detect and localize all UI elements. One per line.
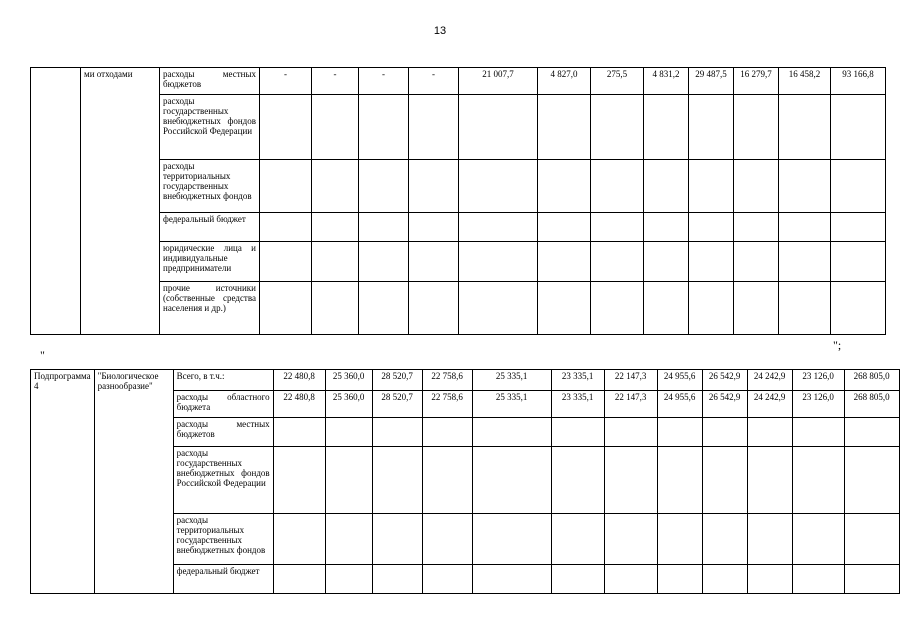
value-cell	[644, 160, 689, 213]
value-cell	[792, 418, 844, 447]
table-row	[31, 68, 886, 95]
value-cell	[273, 418, 325, 447]
value-cell	[422, 565, 472, 594]
table-row	[31, 95, 886, 160]
funding-source-label: расходы местных бюджетов	[160, 68, 260, 95]
value-cell	[779, 95, 831, 160]
funding-source-label: расходы территориальных государственных внебюджетных фондов	[160, 160, 260, 213]
value-cell	[734, 160, 779, 213]
funding-source-label: Всего, в т.ч.:	[173, 370, 273, 391]
value-cell	[747, 514, 792, 565]
value-cell	[604, 514, 657, 565]
value-cell	[734, 242, 779, 282]
value-cell	[734, 213, 779, 242]
value-cell	[644, 213, 689, 242]
program-code-cell	[31, 68, 81, 335]
value-cell	[325, 418, 372, 447]
value-cell	[551, 447, 604, 514]
funding-source-label: прочие источники (собственные средства населения и др.)	[160, 282, 260, 335]
value-cell	[459, 282, 538, 335]
value-cell	[689, 213, 734, 242]
value-cell	[779, 213, 831, 242]
value-cell	[689, 160, 734, 213]
value-cell	[372, 565, 422, 594]
value-cell	[459, 213, 538, 242]
value-cell	[844, 565, 899, 594]
funding-source-label: юридические лица и индивидуальные предприниматели	[160, 242, 260, 282]
value-cell: 26 542,9	[702, 370, 747, 391]
value-cell	[644, 242, 689, 282]
value-cell	[779, 282, 831, 335]
value-cell: 22 147,3	[604, 370, 657, 391]
value-cell	[472, 514, 551, 565]
value-cell	[591, 95, 644, 160]
value-cell	[591, 282, 644, 335]
value-cell	[551, 514, 604, 565]
value-cell: 25 360,0	[325, 391, 372, 418]
value-cell	[792, 514, 844, 565]
value-cell: 22 480,8	[273, 391, 325, 418]
value-cell	[372, 418, 422, 447]
value-cell	[747, 565, 792, 594]
value-cell	[472, 565, 551, 594]
subprogram-4-table	[30, 369, 900, 594]
value-cell	[734, 282, 779, 335]
value-cell	[604, 447, 657, 514]
value-cell	[831, 242, 886, 282]
value-cell: -	[312, 68, 359, 95]
closing-quote: ";	[833, 338, 842, 352]
value-cell: 25 335,1	[472, 370, 551, 391]
value-cell	[604, 565, 657, 594]
program-name-cell: ми отходами	[81, 68, 160, 335]
program-code-cell: Подпрограмма 4	[31, 370, 95, 594]
value-cell: 4 831,2	[644, 68, 689, 95]
value-cell	[409, 242, 459, 282]
value-cell	[551, 565, 604, 594]
value-cell	[644, 282, 689, 335]
value-cell	[591, 242, 644, 282]
value-cell	[273, 565, 325, 594]
value-cell	[844, 418, 899, 447]
value-cell	[273, 447, 325, 514]
value-cell	[702, 514, 747, 565]
value-cell: 28 520,7	[372, 370, 422, 391]
value-cell	[459, 160, 538, 213]
value-cell: 26 542,9	[702, 391, 747, 418]
value-cell: 22 758,6	[422, 370, 472, 391]
value-cell: 24 242,9	[747, 391, 792, 418]
value-cell: 21 007,7	[459, 68, 538, 95]
value-cell: 16 279,7	[734, 68, 779, 95]
value-cell: 23 126,0	[792, 391, 844, 418]
value-cell	[409, 282, 459, 335]
value-cell	[538, 213, 591, 242]
value-cell	[844, 514, 899, 565]
value-cell	[831, 282, 886, 335]
value-cell	[260, 213, 312, 242]
value-cell: -	[359, 68, 409, 95]
value-cell	[409, 160, 459, 213]
value-cell: 22 147,3	[604, 391, 657, 418]
value-cell	[372, 447, 422, 514]
value-cell: 16 458,2	[779, 68, 831, 95]
funding-source-label: расходы областного бюджета	[173, 391, 273, 418]
value-cell: 28 520,7	[372, 391, 422, 418]
value-cell	[372, 514, 422, 565]
value-cell	[459, 95, 538, 160]
value-cell	[359, 95, 409, 160]
value-cell	[644, 95, 689, 160]
value-cell	[359, 282, 409, 335]
value-cell	[325, 514, 372, 565]
funding-source-label: расходы местных бюджетов	[173, 418, 273, 447]
value-cell: 268 805,0	[844, 391, 899, 418]
value-cell	[747, 418, 792, 447]
funding-source-label: расходы государственных внебюджетных фондов Российской Федерации	[173, 447, 273, 514]
value-cell	[792, 447, 844, 514]
value-cell	[472, 418, 551, 447]
value-cell	[359, 160, 409, 213]
value-cell	[422, 514, 472, 565]
value-cell	[325, 565, 372, 594]
value-cell: 29 487,5	[689, 68, 734, 95]
value-cell	[409, 213, 459, 242]
table-row	[31, 370, 900, 391]
funding-source-label: расходы территориальных государственных внебюджетных фондов	[173, 514, 273, 565]
value-cell	[359, 242, 409, 282]
value-cell: 22 480,8	[273, 370, 325, 391]
value-cell	[779, 242, 831, 282]
value-cell	[325, 447, 372, 514]
value-cell	[831, 213, 886, 242]
value-cell	[312, 282, 359, 335]
value-cell: 93 166,8	[831, 68, 886, 95]
value-cell	[844, 447, 899, 514]
value-cell	[538, 242, 591, 282]
table-row	[31, 213, 886, 242]
value-cell: 4 827,0	[538, 68, 591, 95]
value-cell: 23 126,0	[792, 370, 844, 391]
value-cell	[591, 213, 644, 242]
budget-table-continued	[30, 67, 886, 335]
value-cell: 275,5	[591, 68, 644, 95]
value-cell	[657, 418, 702, 447]
value-cell	[422, 447, 472, 514]
value-cell: 268 805,0	[844, 370, 899, 391]
value-cell	[551, 418, 604, 447]
value-cell	[689, 95, 734, 160]
value-cell	[689, 242, 734, 282]
value-cell	[312, 242, 359, 282]
value-cell	[657, 447, 702, 514]
opening-quote: "	[40, 348, 45, 362]
program-name-cell: "Биологическое разнообразие"	[94, 370, 173, 594]
value-cell	[591, 160, 644, 213]
funding-source-label: федеральный бюджет	[160, 213, 260, 242]
value-cell	[359, 213, 409, 242]
value-cell	[260, 282, 312, 335]
value-cell: 24 955,6	[657, 370, 702, 391]
value-cell	[702, 447, 747, 514]
value-cell: 22 758,6	[422, 391, 472, 418]
value-cell: 23 335,1	[551, 370, 604, 391]
value-cell	[459, 242, 538, 282]
value-cell	[260, 242, 312, 282]
value-cell	[312, 95, 359, 160]
value-cell: -	[260, 68, 312, 95]
value-cell	[538, 95, 591, 160]
value-cell	[831, 160, 886, 213]
table-row	[31, 282, 886, 335]
value-cell	[792, 565, 844, 594]
value-cell	[831, 95, 886, 160]
table-row	[31, 160, 886, 213]
value-cell	[312, 160, 359, 213]
value-cell	[409, 95, 459, 160]
funding-source-label: федеральный бюджет	[173, 565, 273, 594]
table-row	[31, 242, 886, 282]
value-cell	[657, 514, 702, 565]
value-cell: 25 335,1	[472, 391, 551, 418]
value-cell	[260, 160, 312, 213]
value-cell: 24 955,6	[657, 391, 702, 418]
value-cell	[657, 565, 702, 594]
value-cell	[260, 95, 312, 160]
value-cell	[702, 565, 747, 594]
funding-source-label: расходы государственных внебюджетных фондов Российской Федерации	[160, 95, 260, 160]
value-cell	[734, 95, 779, 160]
value-cell: 25 360,0	[325, 370, 372, 391]
value-cell: 23 335,1	[551, 391, 604, 418]
value-cell	[538, 282, 591, 335]
value-cell	[538, 160, 591, 213]
value-cell: -	[409, 68, 459, 95]
value-cell	[273, 514, 325, 565]
page-number: 13	[433, 25, 447, 37]
value-cell	[689, 282, 734, 335]
value-cell: 24 242,9	[747, 370, 792, 391]
value-cell	[747, 447, 792, 514]
value-cell	[312, 213, 359, 242]
value-cell	[702, 418, 747, 447]
value-cell	[779, 160, 831, 213]
value-cell	[472, 447, 551, 514]
value-cell	[604, 418, 657, 447]
value-cell	[422, 418, 472, 447]
